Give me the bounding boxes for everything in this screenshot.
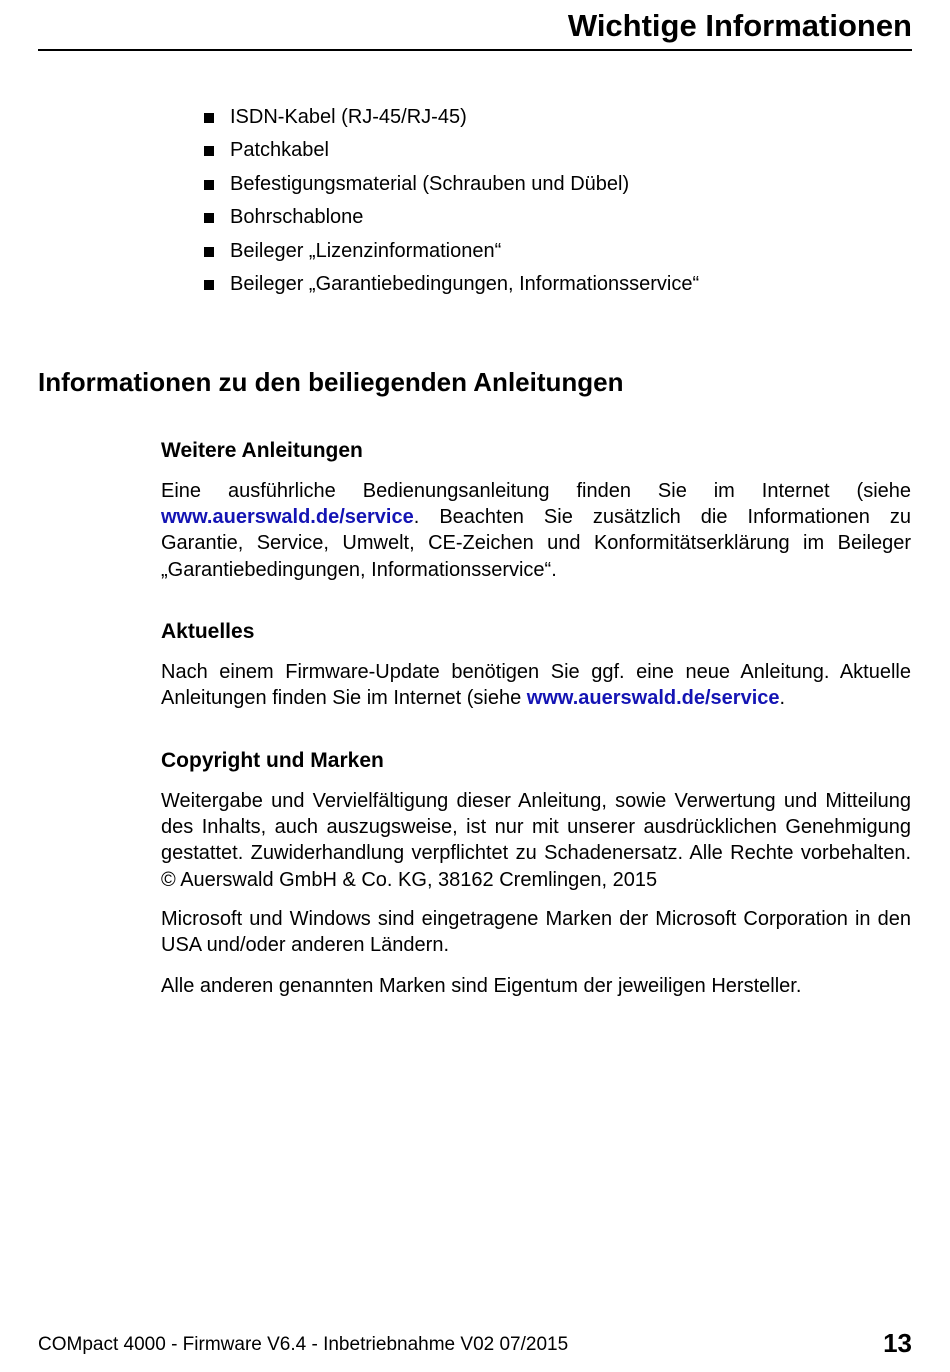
list-item: Beileger „Lizenzinformationen“ [204, 235, 699, 268]
package-contents-list [204, 101, 699, 301]
list-item: Patchkabel [204, 134, 699, 167]
service-link[interactable]: www.auerswald.de/service [161, 506, 414, 529]
copyright-heading: Copyright und Marken [161, 749, 384, 772]
list-item: Befestigungsmaterial (Schrauben und Dübel) [204, 168, 699, 201]
list-item: Beileger „Garantiebedingungen, Informationsservice“ [204, 268, 699, 301]
service-link[interactable]: www.auerswald.de/service [526, 687, 780, 710]
footer-text: COMpact 4000 - Firmware V6.4 - Inbetriebnahme V02 07/2015 [38, 1334, 569, 1355]
square-bullet-icon [204, 213, 214, 223]
square-bullet-icon [204, 247, 214, 257]
weitere-anleitungen-text: Eine ausführliche Bedienungsanleitung finden Sie im Internet (siehe www.auerswald.de/service. Beachten Sie zusätzlich die Informationen zu Garantie, Service, Umwelt, CE-Zeichen und Konformitätserklärung im Beileger „Garantiebedingungen, Informationsservice“. [161, 480, 911, 581]
page-number: 13 [883, 1328, 912, 1358]
square-bullet-icon [204, 280, 214, 290]
header-title: Wichtige Informationen [567, 8, 912, 43]
list-item: Bohrschablone [204, 201, 699, 234]
copyright-text: Weitergabe und Vervielfältigung dieser Anleitung, sowie Verwertung und Mitteilung des Inhalts, auch auszugsweise, ist nur mit unserer ausdrücklichen Genehmigung gestattet. Zuwiderhandlung verpflichtet zu Schadenersatz. Alle Rechte vorbehalten. © Auerswald GmbH & Co. KG, 38162 Cremlingen, 2015 [161, 790, 911, 891]
trademark-text: Microsoft und Windows sind eingetragene Marken der Microsoft Corporation in den USA und/oder anderen Ländern. [161, 908, 911, 957]
other-trademarks-text: Alle anderen genannten Marken sind Eigentum der jeweiligen Hersteller. [161, 975, 802, 997]
aktuelles-text: Nach einem Firmware-Update benötigen Sie ggf. eine neue Anleitung. Aktuelle Anleitungen finden Sie im Internet (siehe www.auerswald.de/service. [161, 661, 911, 710]
square-bullet-icon [204, 146, 214, 156]
square-bullet-icon [204, 180, 214, 190]
list-item: ISDN-Kabel (RJ-45/RJ-45) [204, 101, 699, 134]
weitere-anleitungen-heading: Weitere Anleitungen [161, 439, 363, 462]
square-bullet-icon [204, 113, 214, 123]
section-title: Informationen zu den beiliegenden Anleitungen [38, 367, 624, 397]
aktuelles-heading: Aktuelles [161, 620, 255, 643]
page-header [38, 4, 912, 51]
